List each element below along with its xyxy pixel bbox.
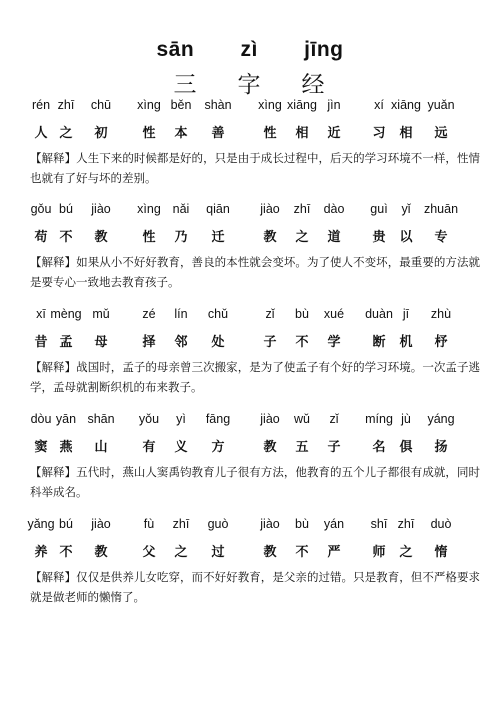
pinyin-syllable: yǎng [27,517,55,531]
pinyin-syllable: yì [176,412,186,426]
hanzi-character: 性 [142,230,156,245]
pinyin-syllable: shān [87,412,115,426]
title-chinese [0,66,500,99]
verse-4-character-row [0,434,500,456]
hanzi-character: 之 [174,545,188,560]
verse-5-character-row [0,539,500,561]
pinyin-syllable: yán [323,517,345,531]
pinyin-syllable: jī [402,307,410,321]
pinyin-syllable: guì [370,202,388,216]
hanzi-character: 远 [434,126,448,141]
hanzi-character: 惰 [434,545,448,560]
hanzi-character: 父 [142,545,156,560]
pinyin-syllable: yuǎn [427,98,455,112]
hanzi-character: 严 [327,545,341,560]
hanzi-character: 不 [59,545,73,560]
pinyin-syllable: fù [143,517,155,531]
pinyin-syllable: zhī [57,98,75,112]
pinyin-syllable: gǒu [30,202,52,216]
pinyin-syllable: nǎi [172,202,190,216]
pinyin-syllable: duàn [365,307,393,321]
hanzi-character: 名 [372,440,386,455]
hanzi-character: 善 [211,126,225,141]
pinyin-syllable: zhù [430,307,452,321]
verse-2-explanation: 【解释】如果从小不好好教育，善良的本性就会变坏。为了使人不变坏，最重要的方法就是要专心一致地去教育孩子。 [30,255,480,289]
pinyin-syllable: guò [207,517,229,531]
pinyin-syllable: zǐ [329,412,339,426]
pinyin-syllable: dòu [30,412,52,426]
verse-1-explanation: 【解释】人生下来的时候都是好的，只是由于成长过程中，后天的学习环境不一样，性情也就有了好与坏的差别。 [30,151,480,185]
hanzi-character: 五 [295,440,309,455]
pinyin-syllable: shī [370,517,388,531]
hanzi-character: 俱 [399,440,413,455]
hanzi-character: 师 [372,545,386,560]
hanzi-character: 山 [94,440,108,455]
hanzi-character: 之 [59,126,73,141]
pinyin-syllable: bú [59,517,73,531]
verse-1-pinyin-row [0,96,500,118]
hanzi-character: 不 [295,335,309,350]
verse-5-pinyin-row [0,515,500,537]
hanzi-character: 邻 [174,335,188,350]
pinyin-syllable: xué [323,307,345,321]
hanzi-character: 母 [94,335,108,350]
hanzi-character: 孟 [59,335,73,350]
hanzi-character: 处 [211,335,225,350]
pinyin-syllable: jiào [260,517,280,531]
pinyin-syllable: jiào [91,517,111,531]
pinyin-syllable: xiāng [391,98,421,112]
pinyin-syllable: běn [170,98,192,112]
hanzi-character: 机 [399,335,413,350]
pinyin-syllable: jiào [91,202,111,216]
pinyin-syllable: jù [401,412,411,426]
hanzi-character: 择 [142,335,156,350]
hanzi-character: 以 [399,230,413,245]
hanzi-character: 迁 [211,230,225,245]
pinyin-syllable: wǔ [294,412,310,426]
pinyin-syllable: zé [142,307,156,321]
hanzi-character: 昔 [34,335,48,350]
pinyin-syllable: chū [90,98,112,112]
pinyin-syllable: fāng [205,412,231,426]
pinyin-syllable: rén [31,98,51,112]
hanzi-character: 养 [34,545,48,560]
pinyin-syllable: xī [36,307,46,321]
verse-4-pinyin-row [0,410,500,432]
pinyin-syllable: yān [55,412,77,426]
pinyin-syllable: yáng [427,412,455,426]
pinyin-syllable: jiào [260,202,280,216]
pinyin-syllable: zhī [397,517,415,531]
pinyin-syllable: dào [323,202,345,216]
hanzi-character: 学 [327,335,341,350]
hanzi-character: 过 [211,545,225,560]
hanzi-character: 人 [34,126,48,141]
verse-2-pinyin-row [0,200,500,222]
pinyin-syllable: zhī [293,202,311,216]
pinyin-syllable: lín [174,307,188,321]
verse-3-explanation: 【解释】战国时，孟子的母亲曾三次搬家，是为了使孟子有个好的学习环境。一次孟子逃学，孟母就割断织机的布来教子。 [30,360,480,394]
hanzi-character: 不 [59,230,73,245]
hanzi-character: 苟 [34,230,48,245]
verse-4-explanation: 【解释】五代时，燕山人窦禹钧教育儿子很有方法，他教育的五个儿子都很有成就，同时科举成名。 [30,465,480,499]
pinyin-syllable: xí [374,98,384,112]
hanzi-character: 之 [399,545,413,560]
hanzi-character: 教 [94,545,108,560]
hanzi-character: 义 [174,440,188,455]
pinyin-syllable: duò [430,517,452,531]
hanzi-character: 相 [399,126,413,141]
hanzi-character: 教 [263,545,277,560]
pinyin-syllable: zhī [172,517,190,531]
hanzi-character: 乃 [174,230,188,245]
pinyin-syllable: qiān [206,202,230,216]
pinyin-syllable: xìng [137,98,161,112]
title-pinyin: sān zì jīng [156,38,344,61]
verse-1-character-row [0,120,500,142]
hanzi-character: 近 [327,126,341,141]
hanzi-character: 性 [263,126,277,141]
pinyin-syllable: bù [295,307,309,321]
hanzi-character: 教 [263,230,277,245]
hanzi-character: 方 [211,440,225,455]
hanzi-character: 燕 [59,440,73,455]
hanzi-character: 不 [295,545,309,560]
pinyin-syllable: xìng [258,98,282,112]
hanzi-character: 扬 [434,440,448,455]
title-char: 三 [173,72,199,98]
hanzi-character: 之 [295,230,309,245]
hanzi-character: 子 [263,335,277,350]
hanzi-character: 教 [263,440,277,455]
hanzi-character: 性 [142,126,156,141]
pinyin-syllable: jìn [327,98,341,112]
hanzi-character: 断 [372,335,386,350]
pinyin-syllable: xiāng [287,98,317,112]
hanzi-character: 初 [94,126,108,141]
hanzi-character: 本 [174,126,188,141]
pinyin-syllable: yǐ [401,202,411,216]
title-char: 字 [237,72,263,98]
pinyin-syllable: chǔ [207,307,229,321]
hanzi-character: 窦 [34,440,48,455]
hanzi-character: 相 [295,126,309,141]
pinyin-syllable: shàn [204,98,232,112]
pinyin-syllable: jiào [260,412,280,426]
pinyin-syllable: zhuān [423,202,459,216]
pinyin-syllable: bú [59,202,73,216]
hanzi-character: 专 [434,230,448,245]
hanzi-character: 道 [327,230,341,245]
pinyin-syllable: mèng [50,307,82,321]
hanzi-character: 贵 [372,230,386,245]
hanzi-character: 教 [94,230,108,245]
verse-3-character-row [0,329,500,351]
hanzi-character: 杼 [434,335,448,350]
pinyin-syllable: yǒu [138,412,160,426]
hanzi-character: 习 [372,126,386,141]
hanzi-character: 子 [327,440,341,455]
verse-5-explanation: 【解释】仅仅是供养儿女吃穿，而不好好教育，是父亲的过错。只是教育，但不严格要求就是做老师的懒惰了。 [30,570,480,604]
title-char: 经 [301,72,327,98]
pinyin-syllable: xìng [137,202,161,216]
verse-2-character-row [0,224,500,246]
pinyin-syllable: zǐ [265,307,275,321]
hanzi-character: 有 [142,440,156,455]
pinyin-syllable: mǔ [92,307,110,321]
pinyin-syllable: míng [365,412,393,426]
verse-3-pinyin-row [0,305,500,327]
pinyin-syllable: bù [295,517,309,531]
